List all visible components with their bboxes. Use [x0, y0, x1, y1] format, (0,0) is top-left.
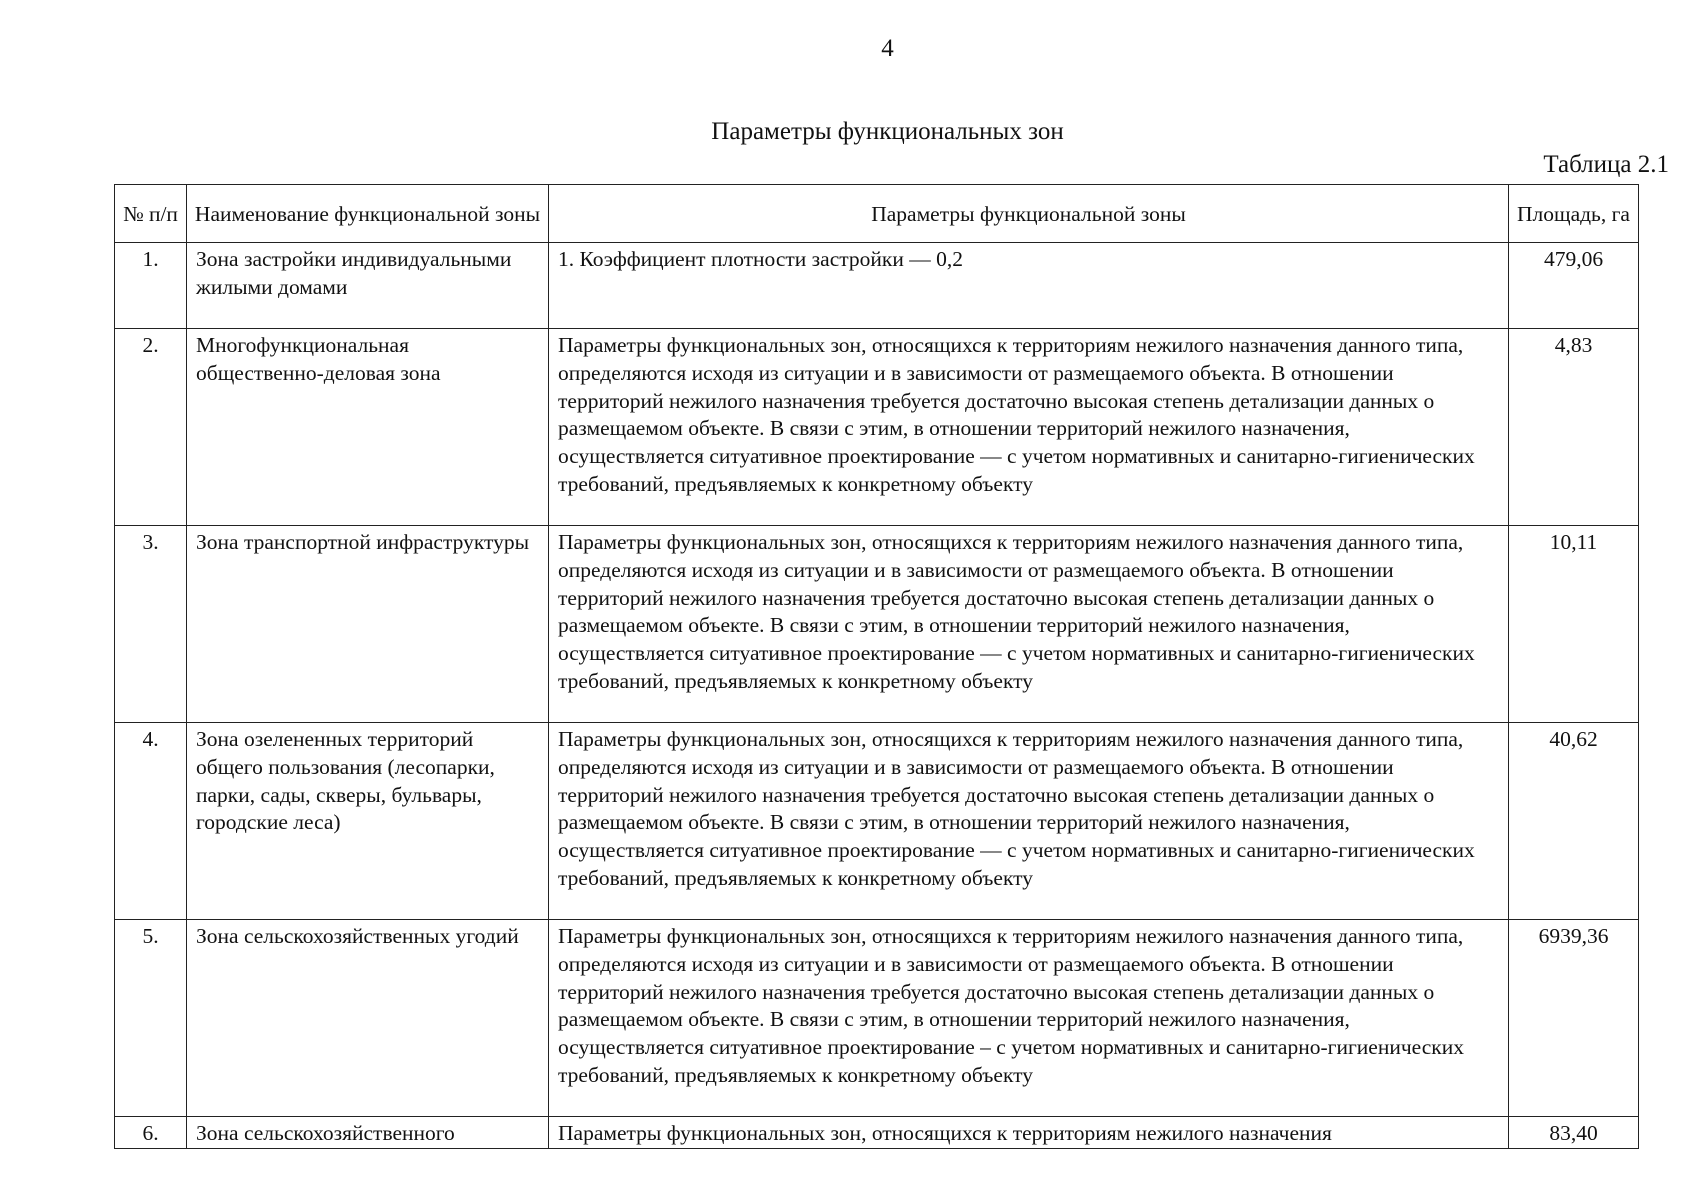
table-row [115, 1117, 1639, 1149]
table-row [115, 920, 1639, 1117]
table-caption: Таблица 2.1 [1543, 151, 1669, 178]
row-zone-name: Зона сельскохозяйственных угодий [187, 920, 549, 1117]
row-zone-name: Многофункциональная общественно-деловая зона [187, 329, 549, 526]
row-params: 1. Коэффициент плотности застройки — 0,2 [549, 243, 1509, 329]
table-row [115, 526, 1639, 723]
header-num: № п/п [115, 185, 187, 243]
row-zone-name: Зона застройки индивидуальными жилыми домами [187, 243, 549, 329]
row-num: 2. [115, 329, 187, 526]
row-params: Параметры функциональных зон, относящихся к территориям нежилого назначения данного типа, определяются исходя из ситуации и в зависимости от размещаемого объекта. В отношении территорий нежилого назначения требуется достаточно высокая степень детализации данных о размещаемом объекте. В связи с этим, в отношении территорий нежилого назначения, осуществляется ситуативное проектирование – с учетом нормативных и санитарно-гигиенических требований, предъявляемых к конкретному объекту [549, 920, 1509, 1117]
page-title: Параметры функциональных зон [711, 118, 1064, 145]
page-number: 4 [881, 35, 894, 62]
row-num: 6. [115, 1117, 187, 1149]
table-row [115, 243, 1639, 329]
row-area: 6939,36 [1509, 920, 1639, 1117]
row-num: 1. [115, 243, 187, 329]
row-area: 10,11 [1509, 526, 1639, 723]
row-zone-name: Зона озелененных территорий общего пользования (лесопарки, парки, сады, скверы, бульвары, городские леса) [187, 723, 549, 920]
row-area: 479,06 [1509, 243, 1639, 329]
row-area: 83,40 [1509, 1117, 1639, 1149]
table-row [115, 329, 1639, 526]
zones-table [114, 184, 1639, 1149]
row-num: 4. [115, 723, 187, 920]
table-row [115, 723, 1639, 920]
header-params: Параметры функциональной зоны [549, 185, 1509, 243]
row-num: 5. [115, 920, 187, 1117]
row-params: Параметры функциональных зон, относящихся к территориям нежилого назначения данного типа, определяются исходя из ситуации и в зависимости от размещаемого объекта. В отношении территорий нежилого назначения требуется достаточно высокая степень детализации данных о размещаемом объекте. В связи с этим, в отношении территорий нежилого назначения, осуществляется ситуативное проектирование — с учетом нормативных и санитарно-гигиенических требований, предъявляемых к конкретному объекту [549, 329, 1509, 526]
row-num: 3. [115, 526, 187, 723]
header-name: Наименование функциональной зоны [187, 185, 549, 243]
row-zone-name: Зона сельскохозяйственного [187, 1117, 549, 1149]
row-zone-name: Зона транспортной инфраструктуры [187, 526, 549, 723]
row-params: Параметры функциональных зон, относящихся к территориям нежилого назначения [549, 1117, 1509, 1149]
table-header-row [115, 185, 1639, 243]
row-area: 40,62 [1509, 723, 1639, 920]
row-area: 4,83 [1509, 329, 1639, 526]
row-params: Параметры функциональных зон, относящихся к территориям нежилого назначения данного типа, определяются исходя из ситуации и в зависимости от размещаемого объекта. В отношении территорий нежилого назначения требуется достаточно высокая степень детализации данных о размещаемом объекте. В связи с этим, в отношении территорий нежилого назначения, осуществляется ситуативное проектирование — с учетом нормативных и санитарно-гигиенических требований, предъявляемых к конкретному объекту [549, 723, 1509, 920]
header-area: Площадь, га [1509, 185, 1639, 243]
row-params: Параметры функциональных зон, относящихся к территориям нежилого назначения данного типа, определяются исходя из ситуации и в зависимости от размещаемого объекта. В отношении территорий нежилого назначения требуется достаточно высокая степень детализации данных о размещаемом объекте. В связи с этим, в отношении территорий нежилого назначения, осуществляется ситуативное проектирование — с учетом нормативных и санитарно-гигиенических требований, предъявляемых к конкретному объекту [549, 526, 1509, 723]
